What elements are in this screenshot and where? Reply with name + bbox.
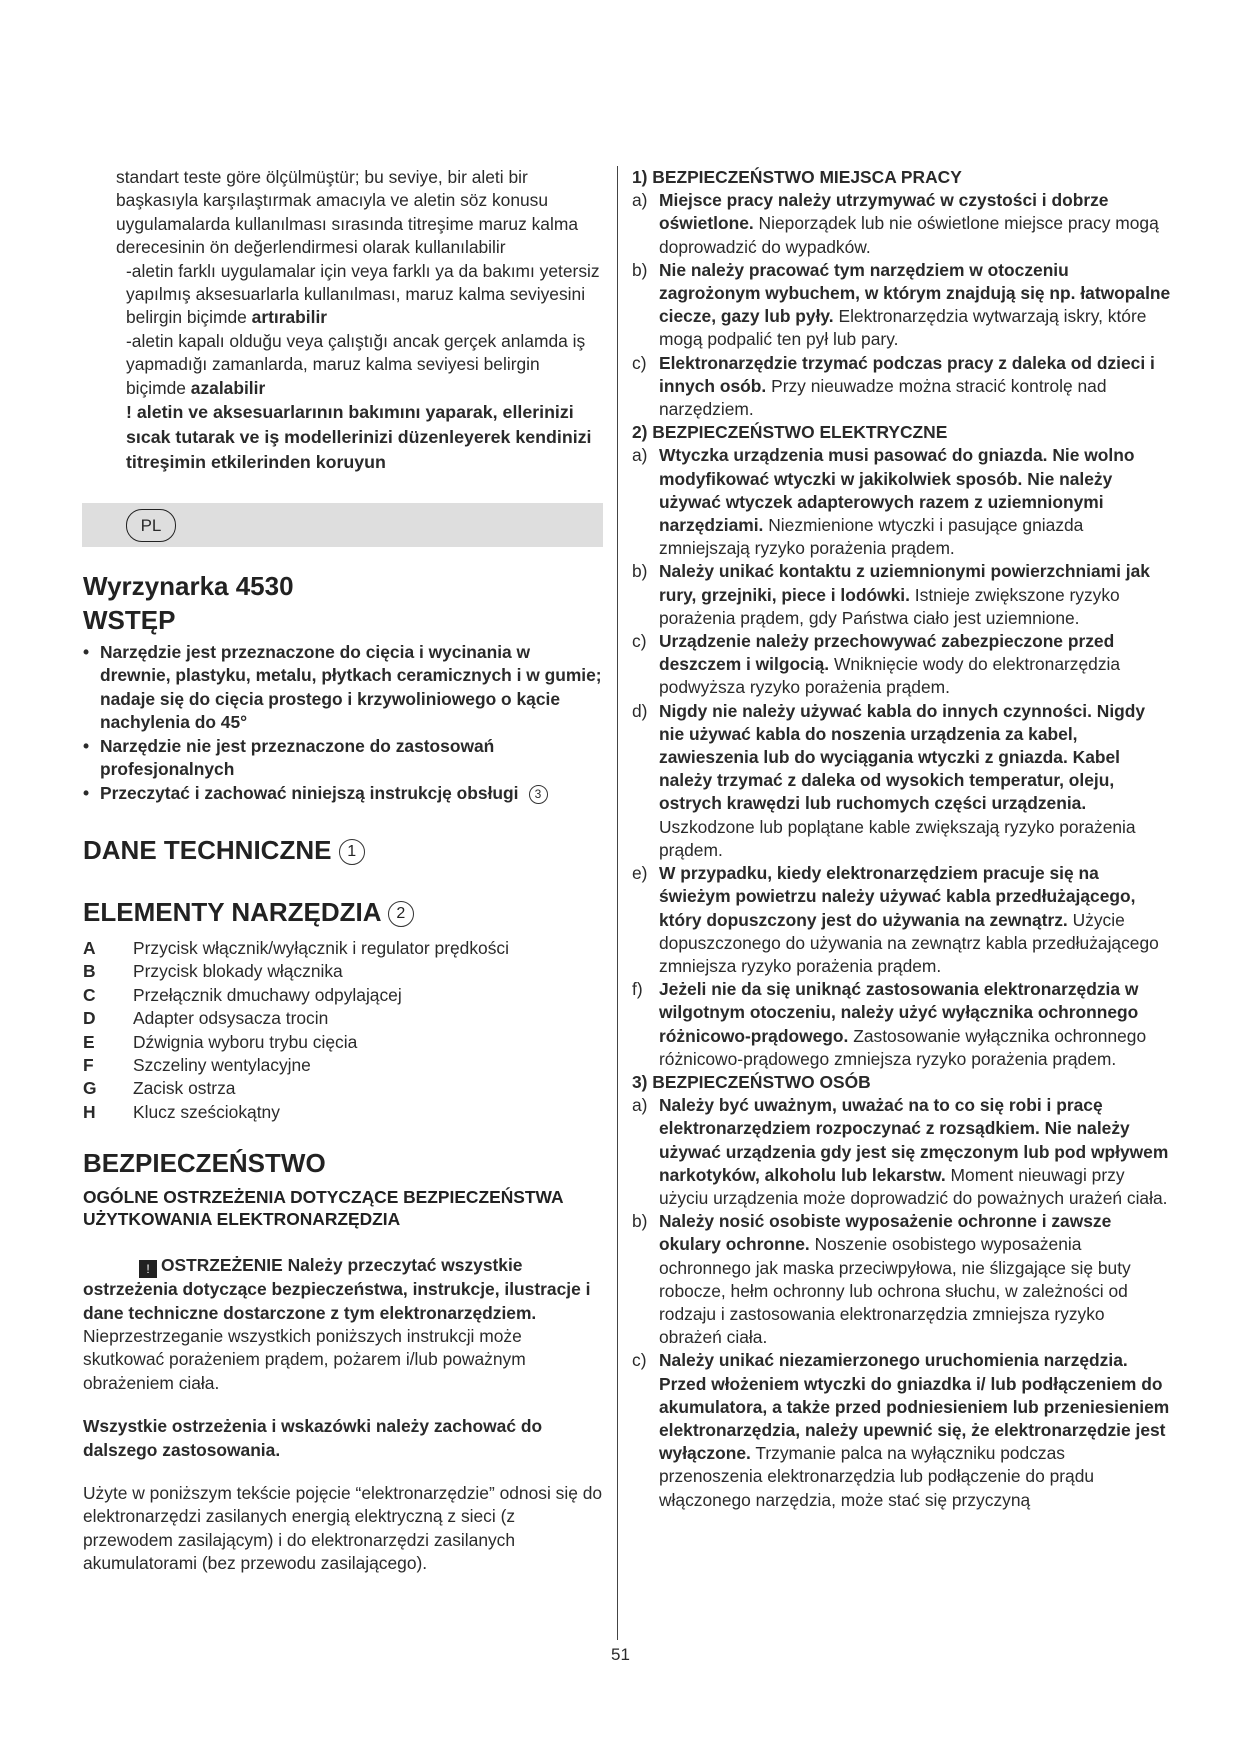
turkish-warning: ! aletin ve aksesuarlarının bakımını yaparak, ellerinizi sıcak tutarak ve iş modellerinizi düzenleyerek kendinizi titreşimin etkilerinden koruyun	[126, 402, 592, 473]
column-divider	[617, 166, 618, 1640]
page-number: 51	[611, 1645, 630, 1664]
list-item: F Szczeliny wentylacyjne	[83, 1054, 311, 1075]
list-item: A Przycisk włącznik/wyłącznik i regulator prędkości	[83, 937, 509, 958]
list-item: G Zacisk ostrza	[83, 1078, 236, 1099]
language-band	[82, 503, 603, 547]
list-item: H Klucz sześciokątny	[83, 1101, 280, 1122]
warning-icon: !	[139, 1260, 157, 1278]
turkish-item-2: -aletin kapalı olduğu veya çalıştığı ancak gerçek anlamda iş yapmadığı zamanlarda, maruz kalma seviyesi belirgin biçimde azalabilir	[126, 330, 586, 398]
list-item: b) Nie należy pracować tym narzędziem w otoczeniu zagrożonym wybuchem, w którym znajdują się np. łatwopalne ciecze, gazy lub pyły. Elektronarzędzia wytwarzają iskry, które mogą podpalić ten pył lub pary.	[632, 259, 1171, 350]
list-item: b) Należy nosić osobiste wyposażenie ochronne i zawsze okulary ochronne. Noszenie osobistego wyposażenia ochronnego jak maska przeciwpyłowa, nie ślizgające się buty robocze, hełm ochronny lub ochrona słuchu, w zależności od rodzaju i zastosowania elektronarzędzia zmniejsza ryzyko obrażeń ciała.	[632, 1211, 1131, 1348]
section-heading: 1) BEZPIECZEŃSTWO MIEJSCA PRACY	[632, 167, 962, 187]
bullet-item: • Narzędzie jest przeznaczone do cięcia i wycinania w drewnie, plastyku, metalu, płytkach ceramicznych i w gumie; nadaje się do cięcia prostego i krzywoliniowego o kącie nachylenia do 45°	[83, 641, 603, 735]
list-item: e) W przypadku, kiedy elektronarzędziem pracuje się na świeżym powietrzu należy używać kabla przedłużającego, który dopuszczony jest do używania na zewnątrz. Użycie dopuszczonego do używania na zewnątrz kabla przedłużającego zmniejsza ryzyko porażenia prądem.	[632, 863, 1159, 976]
product-title: Wyrzynarka 4530	[83, 571, 294, 602]
list-item: b) Należy unikać kontaktu z uziemnionymi powierzchniami jak rury, grzejniki, piece i lodówki. Istnieje zwiększone ryzyko porażenia prądem, gdy Państwa ciało jest uziemnione.	[632, 561, 1150, 628]
figure-ref-icon: 1	[339, 839, 365, 865]
left-column	[83, 166, 603, 1576]
list-item: B Przycisk blokady włącznika	[83, 961, 343, 982]
list-item: a) Należy być uważnym, uważać na to co się robi i pracę elektronarzędziem rozpoczynać z rozsądkiem. Nie należy używać urządzenia gdy jest się zmęczonym lub pod wpływem narkotyków, alkoholu lub lekarstw. Moment nieuwagi przy użyciu urządzenia może doprowadzić do poważnych urażeń ciała.	[632, 1095, 1169, 1208]
turkish-intro: standart teste göre ölçülmüştür; bu seviye, bir aleti bir başkasıyla karşılaştırmak amacıyla ve aletin söz konusu uygulamalarda kullanılması sırasında titreşime maruz kalma derecesinin ön değerlendirmesi olarak kullanılabilir	[116, 167, 578, 258]
turkish-item-1: -aletin farklı uygulamalar için veya farklı ya da bakımı yetersiz yapılmış aksesuarlarla kullanılması, maruz kalma seviyesini belirgin biçimde artırabilir	[126, 260, 600, 328]
keep-instructions: Wszystkie ostrzeżenia i wskazówki należy zachować do dalszego zastosowania.	[83, 1416, 543, 1460]
list-item: a) Wtyczka urządzenia musi pasować do gniazda. Nie wolno modyfikować wtyczki w jakikolwiek sposób. Nie należy używać wtyczek adapterowych razem z uziemnionymi narzędziami. Niezmienione wtyczki i pasujące gniazda zmniejszają ryzyko porażenia prądem.	[632, 445, 1135, 559]
list-item: C Przełącznik dmuchawy odpylającej	[83, 984, 402, 1005]
right-column	[632, 166, 1172, 1512]
figure-ref-icon: 3	[529, 785, 548, 804]
language-badge: PL	[126, 509, 176, 542]
turkish-vibration-text	[83, 166, 603, 475]
safety-heading: BEZPIECZEŃSTWO	[83, 1148, 326, 1179]
section-heading: 3) BEZPIECZEŃSTWO OSÓB	[632, 1071, 871, 1092]
list-item: c) Należy unikać niezamierzonego uruchomienia narzędzia. Przed włożeniem wtyczki do gniazdka i/ lub podłączeniem do akumulatora, a także przed podniesieniem lub przeniesieniem elektronarzędzia, należy upewnić się, że elektronarzędzie jest wyłączone. Trzymanie palca na wyłączniku podczas przenoszenia elektronarzędzia lub podłączenie do prądu włączonego narzędzia, może stać się przyczyną	[632, 1350, 1170, 1510]
tech-data-heading: DANE TECHNICZNE 1	[83, 833, 603, 867]
parts-list	[83, 937, 603, 1124]
bullet-item: • Narzędzie nie jest przeznaczone do zastosowań profesjonalnych	[83, 735, 603, 782]
section-heading: 2) BEZPIECZEŃSTWO ELEKTRYCZNE	[632, 422, 948, 443]
list-item: c) Urządzenie należy przechowywać zabezpieczone przed deszczem i wilgocią. Wniknięcie wody do elektronarzędzia podwyższa ryzyko porażenia prądem.	[632, 631, 1121, 698]
intro-bullets	[83, 641, 603, 805]
list-item: c) Elektronarzędzie trzymać podczas pracy z daleka od dzieci i innych osób. Przy nieuwadze można stracić kontrolę nad narzędziem.	[632, 352, 1155, 420]
elements-heading: ELEMENTY NARZĘDZIA 2	[83, 895, 603, 929]
general-warning: ! OSTRZEŻENIE Należy przeczytać wszystkie ostrzeżenia dotyczące bezpieczeństwa, instrukcje, ilustracje i dane techniczne dostarczone z tym elektronarzędziem. Nieprzestrzeganie wszystkich poniższych instrukcji może skutkować porażeniem prądem, pożarem i/lub poważnym obrażeniem ciała.	[83, 1255, 591, 1393]
bullet-item: • Przeczytać i zachować niniejszą instrukcję obsługi 3	[83, 782, 603, 805]
list-item: d) Nigdy nie należy używać kabla do innych czynności. Nigdy nie używać kabla do noszenia urządzenia za kabel, zawieszenia lub do wyciągania wtyczki z gniazda. Kabel należy trzymać z daleka od wysokich temperatur, oleju, ostrych krawędzi lub ruchomych części urządzenia. Uszkodzone lub poplątane kable zwiększają ryzyko porażenia prądem.	[632, 700, 1146, 860]
list-item: f) Jeżeli nie da się uniknąć zastosowania elektronarzędzia w wilgotnym otoczeniu, należy użyć wyłącznika ochronnego różnicowo-prądowego. Zastosowanie wyłącznika ochronnego różnicowo-prądowego zmniejsza ryzyko porażenia prądem.	[632, 979, 1147, 1069]
list-item: D Adapter odsysacza trocin	[83, 1008, 329, 1029]
list-item: E Dźwignia wyboru trybu cięcia	[83, 1031, 358, 1052]
intro-heading: WSTĘP	[83, 605, 176, 636]
term-definition: Użyte w poniższym tekście pojęcie “elektronarzędzie” odnosi się do elektronarzędzi zasilanych energią elektryczną z sieci (z przewodem zasilającym) i do elektronarzędzi zasilanych akumulatorami (bez przewodu zasilającego).	[83, 1483, 603, 1574]
figure-ref-icon: 2	[388, 901, 414, 927]
list-item: a) Miejsce pracy należy utrzymywać w czystości i dobrze oświetlone. Nieporządek lub nie oświetlone miejsce pracy mogą doprowadzić do wypadków.	[632, 190, 1159, 257]
safety-subheading: OGÓLNE OSTRZEŻENIA DOTYCZĄCE BEZPIECZEŃSTWA UŻYTKOWANIA ELEKTRONARZĘDZIA	[83, 1187, 563, 1230]
